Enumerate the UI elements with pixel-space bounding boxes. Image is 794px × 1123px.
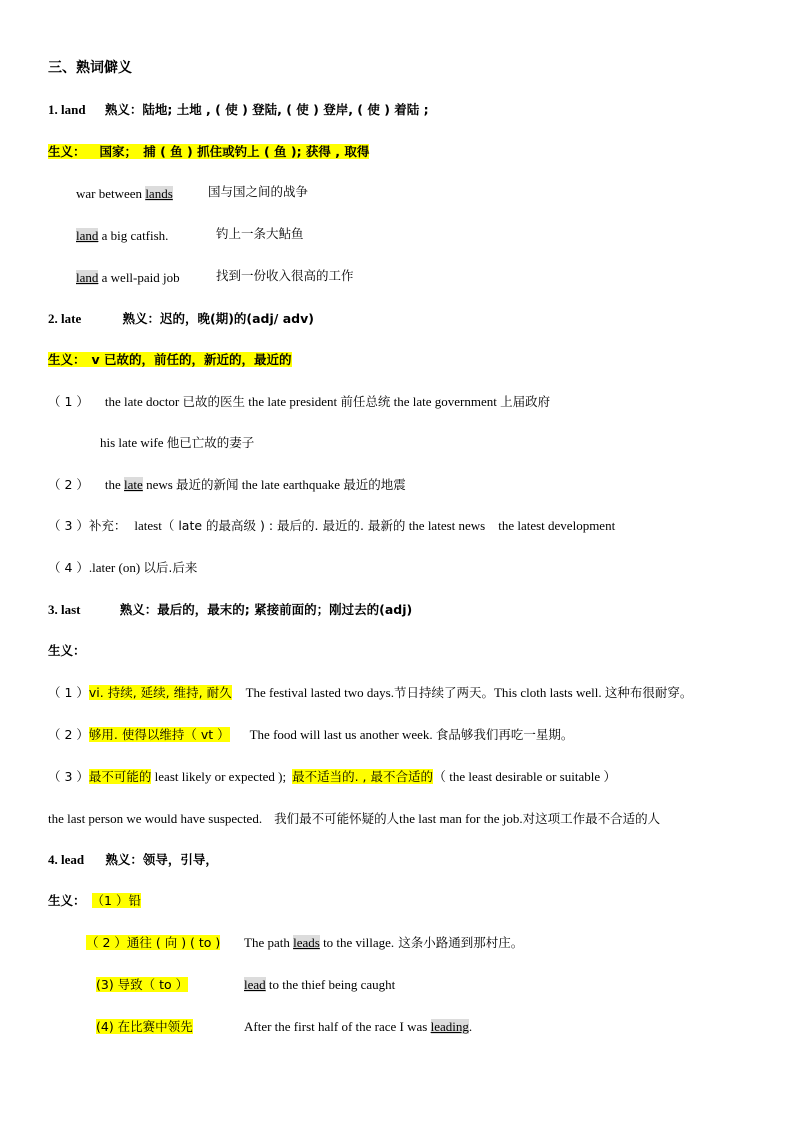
highlighted-meaning: 最不可能的 [88, 769, 152, 784]
entry-land-new-line [48, 143, 369, 161]
example-en: The path [244, 935, 294, 950]
new-label: 生义： [48, 144, 86, 159]
example-en: to the village. [319, 935, 395, 950]
example-cn: 他已亡故的妻子 [166, 435, 255, 450]
example-en: The festival lasted two days. [245, 685, 394, 700]
sense-number: （ 2 ） [48, 727, 89, 742]
example-cn: 最近的新闻 [176, 477, 239, 492]
example-cn: 节日持续了两天。 [393, 685, 494, 700]
familiar-meaning: 陆地; 土地 , ( 使 ) 登陆, ( 使 ) 登岸, ( 使 ) 着陆 ; [142, 102, 429, 117]
lead-sense-4-example [244, 1018, 472, 1036]
lead-sense-2-example [244, 934, 523, 952]
late-sense-4 [48, 559, 197, 577]
late-sense-3 [48, 517, 615, 535]
example-cn: 食品够我们再吃一星期。 [435, 727, 574, 742]
example-en: This cloth lasts well. [493, 685, 605, 700]
example-en: war between [76, 186, 146, 201]
sense-number: （ 4 ） [48, 560, 89, 575]
lead-sense-2 [86, 934, 220, 952]
example-en: the late doctor [104, 394, 183, 409]
entry-last-familiar-line [48, 601, 412, 619]
familiar-label: 熟义： [122, 311, 160, 326]
example-cn: 国与国之间的战争 [208, 184, 309, 199]
lead-sense-3-example [244, 976, 395, 994]
example-en: the last person we would have suspected. [48, 811, 263, 826]
late-sense-2 [48, 476, 406, 494]
example-en: . [468, 1019, 473, 1034]
underlined-word: land [76, 270, 99, 285]
entry-lead-head: 4. lead [48, 852, 85, 867]
example-en: （ the least desirable or suitable ） [432, 769, 617, 784]
late-sense-1 [48, 393, 550, 411]
example-cn: 上届政府 [500, 394, 551, 409]
example-cn: 找到一份收入很高的工作 [216, 268, 354, 283]
sense-number: （ 3 ） [48, 518, 89, 533]
example-en: the latest news the latest development [405, 518, 616, 533]
example-line [76, 269, 180, 287]
new-label: 生义： [48, 643, 86, 658]
highlighted-meaning: 最不适当的. , 最不合适的 [292, 769, 433, 784]
example-line [76, 185, 173, 203]
example-cn: 对这项工作最不合适的人 [522, 811, 661, 826]
example-cn: （ late 的最高级 ) : 最后的. 最近的. 最新的 [161, 518, 406, 533]
lead-sense-3 [96, 976, 188, 994]
entry-late-familiar-line [48, 310, 314, 328]
sense-number: （ 3 ） [48, 769, 89, 784]
example-cn: 前任总统 [340, 394, 391, 409]
underlined-word: lands [145, 186, 173, 201]
example-en: a well-paid job [98, 270, 180, 285]
new-meaning: 国家； 捕 ( 鱼 ) 抓住或钓上 ( 鱼 ); 获得 , 取得 [86, 144, 370, 159]
lead-sense-4 [96, 1018, 193, 1036]
entry-late-new-line [48, 351, 292, 369]
last-sense-3-examples [48, 810, 660, 828]
entry-late-head: 2. late [48, 311, 82, 326]
familiar-meaning: 领导，引导， [142, 852, 218, 867]
highlighted-meaning: （ 2 ）通往 ( 向 ) ( to ) [86, 935, 221, 950]
entry-land-head: 1. land [48, 102, 86, 117]
example-en: latest [134, 518, 162, 533]
lead-sense-1 [48, 892, 141, 910]
new-label: 生义： [48, 893, 86, 908]
new-label: 生义： [48, 352, 86, 367]
late-sense-1-cont [100, 434, 254, 452]
example-en: least likely or expected ); [151, 769, 287, 784]
highlighted-meaning: (3) 导致（ to ） [96, 977, 189, 992]
highlighted-meaning: （1 ）铅 [91, 893, 141, 908]
example-cn: 钓上一条大鲇鱼 [216, 226, 304, 241]
underlined-word: leading [430, 1019, 469, 1034]
example-en: the late president [245, 394, 341, 409]
example-line [76, 227, 168, 245]
example-en: his late wife [100, 435, 167, 450]
example-en: the late government [390, 394, 501, 409]
example-en: The food will last us another week. [249, 727, 436, 742]
entry-lead-familiar-line [48, 851, 218, 869]
last-sense-1 [48, 684, 692, 702]
example-en: a big catfish. [98, 228, 169, 243]
familiar-label: 熟义： [119, 602, 158, 617]
example-en: the late earthquake [238, 477, 344, 492]
example-en: to the thief being caught [265, 977, 396, 992]
last-sense-2 [48, 726, 573, 744]
example-en: .later (on) [88, 560, 144, 575]
example-en: After the first half of the race I was [244, 1019, 431, 1034]
example-cn: 最近的地震 [343, 477, 406, 492]
familiar-label: 熟义： [104, 102, 143, 117]
underlined-word: land [76, 228, 99, 243]
supplement-label: 补充： [88, 518, 127, 533]
familiar-meaning: 迟的，晚(期)的(adj/ adv) [159, 311, 314, 326]
underlined-word: leads [293, 935, 320, 950]
familiar-meaning: 最后的，最末的; 紧接前面的；刚过去的(adj) [157, 602, 413, 617]
underlined-word: late [124, 477, 143, 492]
example-en: news [142, 477, 177, 492]
sense-number: （ 1 ） [48, 394, 89, 409]
sense-number: （ 2 ） [48, 477, 89, 492]
highlighted-meaning: 够用. 使得以维持（ vt ） [88, 727, 230, 742]
example-cn: 我们最不可能怀疑的人 [274, 811, 400, 826]
example-en: the [104, 477, 125, 492]
example-cn: 以后.后来 [143, 560, 198, 575]
last-sense-3 [48, 768, 616, 786]
familiar-label: 熟义： [105, 852, 143, 867]
highlighted-meaning: vi. 持续, 延续, 维持, 耐久 [88, 685, 232, 700]
sense-number: （ 1 ） [48, 685, 89, 700]
highlighted-meaning: (4) 在比赛中领先 [96, 1019, 193, 1034]
example-cn: 这条小路通到那村庄。 [398, 935, 524, 950]
example-cn: 这种布很耐穿。 [604, 685, 693, 700]
new-meaning: v 已故的，前任的，新近的，最近的 [86, 352, 292, 367]
entry-last-head: 3. last [48, 602, 81, 617]
entry-land-familiar-line [48, 101, 429, 119]
section-title: 三、熟词僻义 [48, 60, 132, 76]
example-en: the last man for the job. [399, 811, 523, 826]
example-cn: 已故的医生 [182, 394, 246, 409]
underlined-word: lead [244, 977, 266, 992]
